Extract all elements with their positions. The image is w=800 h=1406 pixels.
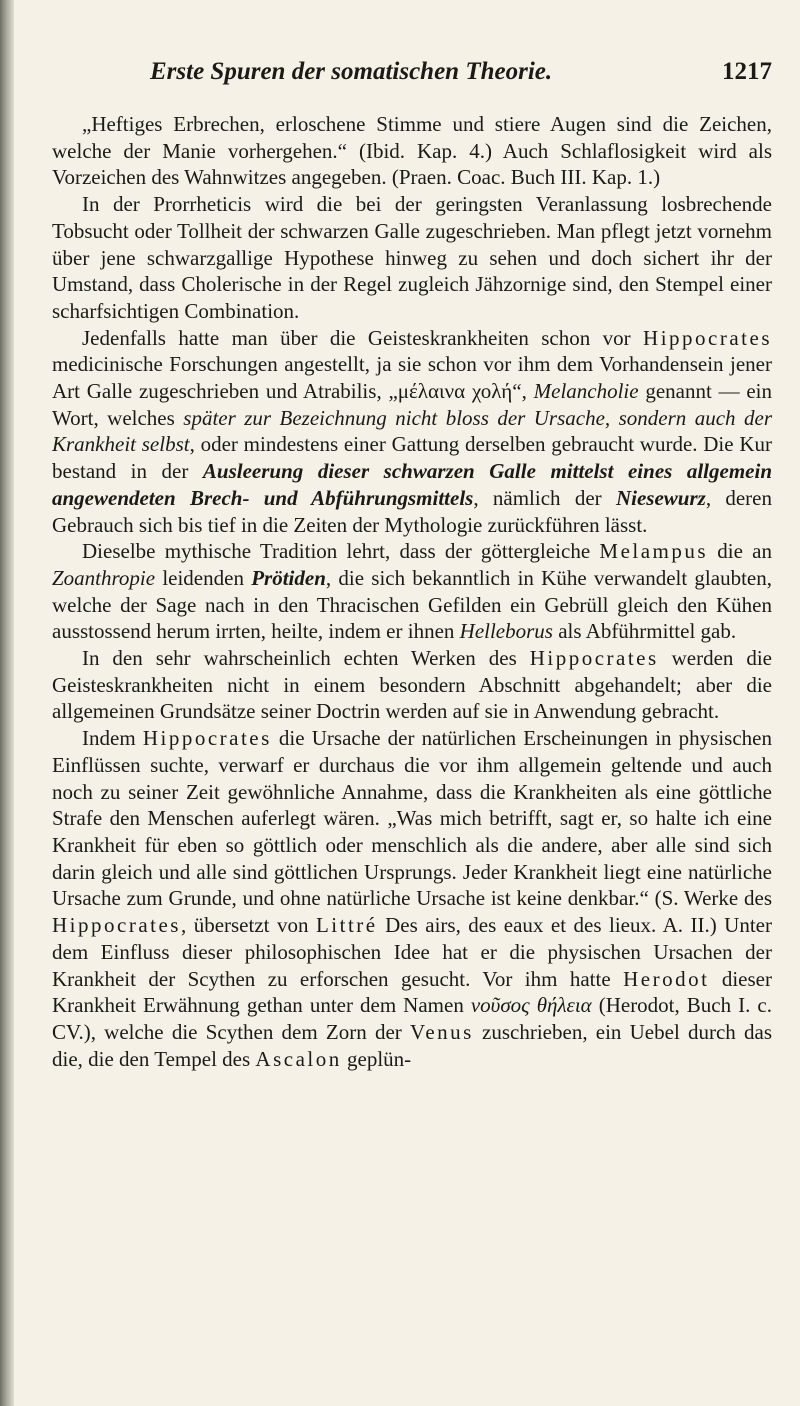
book-page xyxy=(52,58,772,1072)
text-run: zuschrieben, ein Uebel durch das die, die den Tempel des xyxy=(52,1019,773,1071)
text-run: Zoanthropie xyxy=(52,565,156,590)
book-binding-edge xyxy=(0,0,14,1406)
text-run: medicinische Forschungen angestellt, ja sie schon vor ihm dem Vorhandensein jener Art Galle zugeschrieben und Atrabilis, „μέλαινα χολή“, xyxy=(52,352,772,404)
paragraph xyxy=(52,191,772,325)
page-number: 1217 xyxy=(722,58,772,85)
paragraph xyxy=(52,538,772,645)
text-run: , übersetzt von xyxy=(180,913,316,938)
paragraph xyxy=(52,645,772,725)
text-run: Melancholie xyxy=(533,379,639,404)
text-run: , deren Gebrauch sich bis tief in die Zeiten der Mythologie zurückführen lässt. xyxy=(52,485,772,537)
text-run: Ausleerung dieser schwarzen Galle mittelst eines allgemein angewendeten Brech- und Abführungsmittels xyxy=(52,459,773,510)
text-run: Hippocrates xyxy=(529,646,659,671)
running-header xyxy=(52,58,772,94)
text-run: Hippocrates xyxy=(52,913,181,938)
text-run: Des airs, des eaux et des lieux. A. II.) Unter dem Einfluss dieser philosophischen Idee hat er die physischen Ursachen der Krankheit der Scythen zu erforschen gesucht. Vor ihm hatte xyxy=(52,913,772,991)
text-run: (Herodot, Buch I. c. CV.), welche die Scythen dem Zorn der xyxy=(52,993,772,1044)
text-run: Ascalon xyxy=(255,1046,342,1071)
paragraph xyxy=(52,325,772,539)
text-run: Niesewurz xyxy=(615,485,706,510)
text-run: Melampus xyxy=(599,539,709,564)
text-run: Hippocrates xyxy=(142,726,272,751)
paragraph xyxy=(52,111,772,191)
text-run: , nämlich der xyxy=(473,485,616,510)
text-run: Indem xyxy=(82,726,143,751)
text-run: „Heftiges Erbrechen, erloschene Stimme und stiere Augen sind die Zeichen, welche der Manie vorhergehen.“ (Ibid. Kap. 4.) Auch Schlaflosigkeit wird als Vorzeichen des Wahnwitzes angegeben. (Praen. Coac. Buch III. Kap. 1.) xyxy=(52,112,772,190)
text-run: Prötiden xyxy=(251,565,326,590)
text-run: Jedenfalls hatte man über die Geisteskrankheiten schon vor xyxy=(82,325,644,350)
text-run: Dieselbe mythische Tradition lehrt, dass der göttergleiche xyxy=(82,539,600,564)
text-run: In den sehr wahrscheinlich echten Werken des xyxy=(82,646,530,671)
text-run: die Ursache der natürlichen Erscheinungen in physischen Einflüssen suchte, verwarf er durchaus die vor ihm allgemein geltende und auch noch zu seiner Zeit gewöhnliche Annahme, dass die Krankheiten als eine göttliche Strafe den Menschen auferlegt wären. „Was mich betrifft, sagt er, so halte ich eine Krankheit für eben so göttlich oder menschlich als die andere, aber alle sind sich darin gleich und alle sind göttlichen Ursprungs. Jeder Krankheit liegt eine natürliche Ursache zum Grunde, und ohne natürliche Ursache ist keine denkbar.“ (S. Werke des xyxy=(52,726,773,911)
text-run: , oder mindestens einer Gattung derselben gebraucht wurde. Die Kur bestand in der xyxy=(52,432,772,484)
text-run: genannt — ein Wort, welches xyxy=(52,379,773,430)
paragraph xyxy=(52,725,772,1072)
text-run: Venus xyxy=(409,1019,474,1044)
text-run: leidenden xyxy=(155,565,252,590)
text-run: die an xyxy=(708,539,772,564)
body-text xyxy=(52,111,772,1072)
text-run: In der Prorrheticis wird die bei der geringsten Veranlassung losbrechende Tobsucht oder Tollheit der schwarzen Galle zugeschrieben. Man pflegt jetzt vornehm über jene schwarzgallige Hypothese hinweg zu sehen und doch sichert ihr der Umstand, dass Cholerische in der Regel zugleich Jähzornige sind, den Stempel einer scharfsichtigen Combination. xyxy=(52,192,772,323)
text-run: als Abführmittel gab. xyxy=(552,619,737,644)
text-run: , die sich bekanntlich in Kühe verwandelt glaubten, welche der Sage nach in den Thracischen Gefilden ein Gebrüll gleich den Kühen ausstossend herum irrten, heilte, indem er ihnen xyxy=(52,565,772,644)
running-title: Erste Spuren der somatischen Theorie. xyxy=(150,58,553,85)
text-run: νοῦσος θήλεια xyxy=(470,993,592,1018)
text-run: Herodot xyxy=(623,966,710,991)
text-run: werden die Geisteskrankheiten nicht in einem besondern Abschnitt abgehandelt; aber die allgemeinen Grundsätze seiner Doctrin werden auf sie in Anwendung gebracht. xyxy=(52,646,772,724)
text-run: dieser Krankheit Erwähnung gethan unter dem Namen xyxy=(52,966,772,1018)
text-run: Helleborus xyxy=(459,619,553,644)
text-run: Hippocrates xyxy=(643,325,772,350)
text-run: Littré xyxy=(315,913,378,938)
text-run: geplün- xyxy=(341,1046,412,1071)
text-run: später zur Bezeichnung nicht bloss der Ursache, sondern auch der Krankheit selbst xyxy=(52,405,773,457)
